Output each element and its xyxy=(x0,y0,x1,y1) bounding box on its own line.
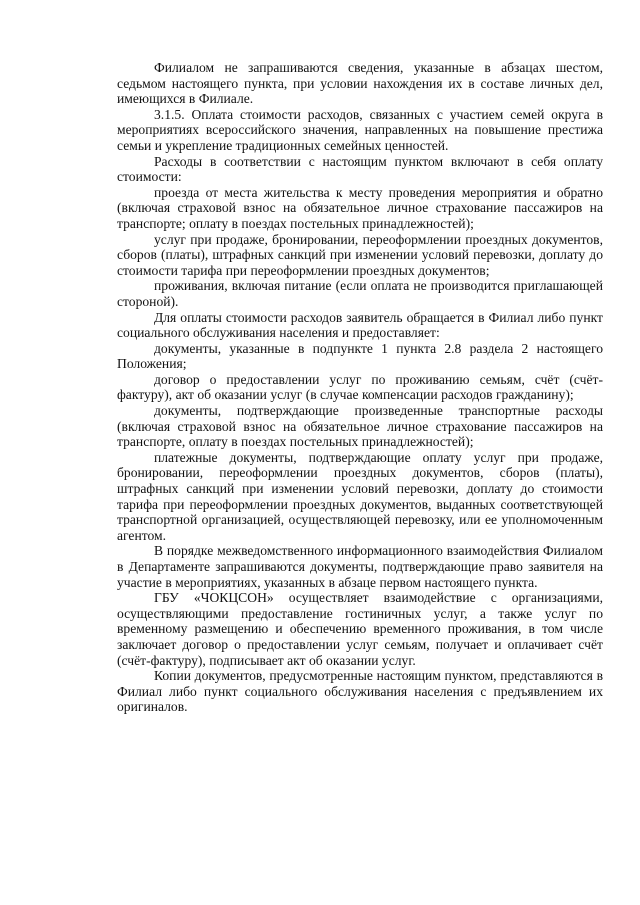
paragraph: В порядке межведомственного информационного взаимодействия Филиалом в Департаменте запрашиваются документы, подтверждающие право заявителя на участие в мероприятиях, указанных в абзаце первом настоящего пункта. xyxy=(117,543,603,590)
paragraph: проезда от места жительства к месту проведения мероприятия и обратно (включая страховой взнос на обязательное личное страхование пассажиров на транспорте; оплату в поездах постельных принадлежностей); xyxy=(117,184,603,231)
paragraph: договор о предоставлении услуг по проживанию семьям, счёт (счёт-фактуру), акт об оказании услуг (в случае компенсации расходов гражданину); xyxy=(117,371,603,403)
paragraph: документы, указанные в подпункте 1 пункта 2.8 раздела 2 настоящего Положения; xyxy=(117,340,603,372)
paragraph: услуг при продаже, бронировании, переоформлении проездных документов, сборов (платы), штрафных санкций при изменении условий перевозки, доплату до стоимости тарифа при переоформлении проездных документов; xyxy=(117,231,603,278)
paragraph: Филиалом не запрашиваются сведения, указанные в абзацах шестом, седьмом настоящего пункта, при условии нахождения их в составе личных дел, имеющихся в Филиале. xyxy=(117,60,603,107)
paragraph: 3.1.5. Оплата стоимости расходов, связанных с участием семей округа в мероприятиях всероссийского значения, направленных на повышение престижа семьи и укрепление традиционных семейных ценностей. xyxy=(117,106,603,153)
paragraph: Расходы в соответствии с настоящим пунктом включают в себя оплату стоимости: xyxy=(117,153,603,185)
paragraph: документы, подтверждающие произведенные транспортные расходы (включая страховой взнос на обязательное личное страхование пассажиров на транспорте, оплату в поездах постельных принадлежностей); xyxy=(117,403,603,450)
paragraph: Копии документов, предусмотренные настоящим пунктом, представляются в Филиал либо пункт социального обслуживания населения с предъявлением их оригиналов. xyxy=(117,668,603,715)
document-body xyxy=(117,60,603,715)
paragraph: платежные документы, подтверждающие оплату услуг при продаже, бронировании, переоформлении проездных документов, сборов (платы), штрафных санкций при изменении условий перевозки, доплату до стоимости тарифа при переоформлении проездных документов, выданных соответствующей транспортной организацией, осуществляющей перевозку, или ее уполномоченным агентом. xyxy=(117,449,603,543)
paragraph: ГБУ «ЧОКЦСОН» осуществляет взаимодействие с организациями, осуществляющими предоставление гостиничных услуг, а также услуг по временному размещению и обеспечению временного проживания, в том числе заключает договор о предоставлении услуг семьям, получает и оплачивает счёт (счёт-фактуру), подписывает акт об оказании услуг. xyxy=(117,590,603,668)
paragraph: Для оплаты стоимости расходов заявитель обращается в Филиал либо пункт социального обслуживания населения и предоставляет: xyxy=(117,309,603,341)
paragraph: проживания, включая питание (если оплата не производится приглашающей стороной). xyxy=(117,278,603,309)
